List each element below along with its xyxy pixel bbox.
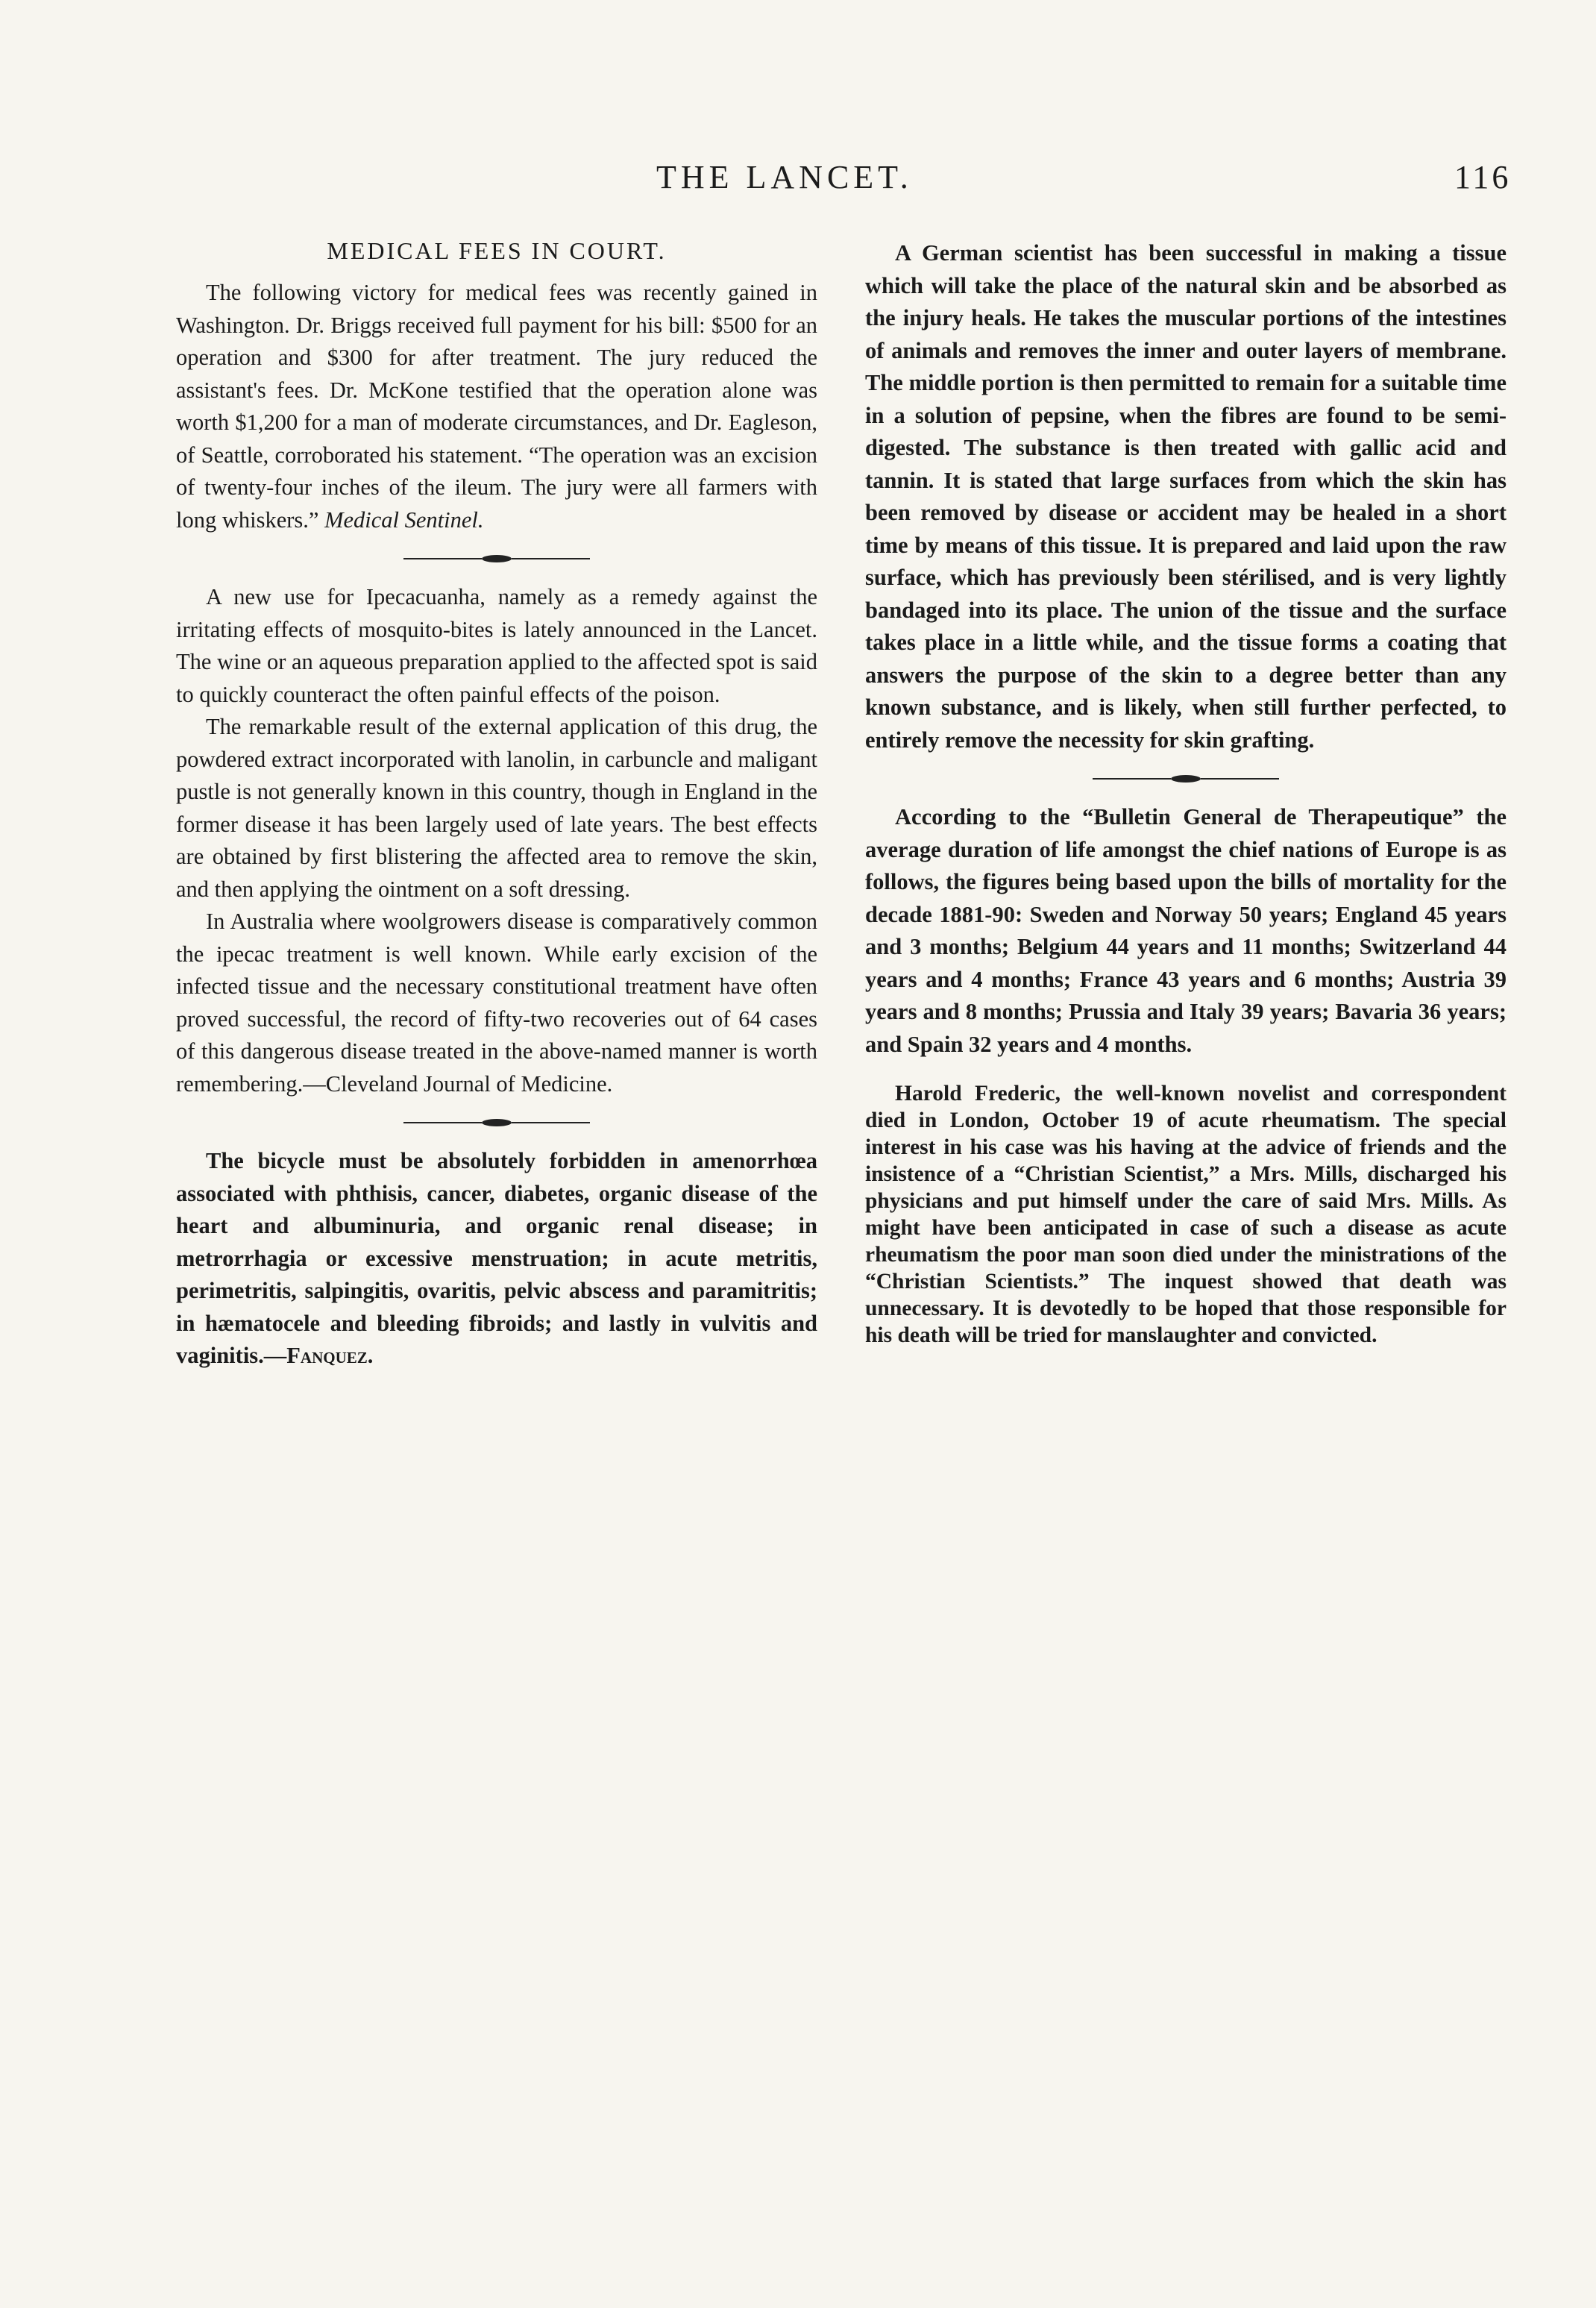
article-paragraph: The remarkable result of the external application of this drug, the powdered extract incorporated with lanolin, in carbuncle and maligant pustle is not generally known in this country, though in England in the former disease it has been largely used of late years. The best effects are obtained by first blistering the affected area to remove the skin, and then applying the ointment on a soft dressing. — [176, 714, 817, 902]
article-source: Medical Sentinel. — [324, 507, 484, 533]
left-column — [176, 237, 817, 1373]
article-body: The bicycle must be absolutely forbidden in amenorrhœa associated with phthisis, cancer, diabetes, organic disease of the heart and albuminuria, and organic renal disease; in metrorrhagia or excessive menstruation; in acute metritis, perimetritis, salpingitis, ovaritis, pelvic abscess and paramitritis; in hæmatocele and bleeding fibroids; and lastly in vulvitis and vaginitis.— — [176, 1148, 817, 1368]
page-number: 116 — [1454, 159, 1512, 195]
section-divider-ornament — [1093, 773, 1279, 785]
article-paragraph: In Australia where woolgrowers disease is comparatively common the ipecac treatment is well known. While early excision of the infected tissue and the necessary constitutional treatment have often proved successful, the record of fifty-two recoveries out of 64 cases of this dangerous disease treated in the above-named manner is worth remembering.—Cleveland Journal of Medicine. — [176, 909, 817, 1097]
article-paragraph — [176, 277, 817, 536]
article-source: Fanquez. — [286, 1343, 374, 1368]
article-paragraph — [176, 1145, 817, 1373]
running-head: THE LANCET. — [656, 159, 913, 195]
right-column — [865, 237, 1507, 1349]
section-divider-ornament — [403, 1117, 590, 1129]
section-divider-ornament — [403, 553, 590, 565]
article-paragraph: According to the “Bulletin General de Therapeutique” the average duration of life amongst the chief nations of Europe is as follows, the figures being based upon the bills of mortality for the decade 1881-90: Sweden and Norway 50 years; England 45 years and 3 months; Belgium 44 years and 11 months; Switzerland 44 years and 4 months; France 43 years and 6 months; Austria 39 years and 8 months; Prussia and Italy 39 years; Bavaria 36 years; and Spain 32 years and 4 months. — [865, 804, 1507, 1057]
article-title: MEDICAL FEES IN COURT. — [327, 237, 667, 264]
article-body: The following victory for medical fees was recently gained in Washington. Dr. Briggs received full payment for his bill: $500 for an operation and $300 for after treatment. The jury reduced the assistant's fees. Dr. McKone testified that the operation alone was worth $1,200 for a man of moderate circumstances, and Dr. Eagleson, of Seattle, corroborated his statement. “The operation was an excision of twenty-four inches of the ileum. The jury were all farmers with long whiskers.” — [176, 280, 817, 533]
article-paragraph: A German scientist has been successful in making a tissue which will take the place of the natural skin and be absorbed as the injury heals. He takes the muscular portions of the intestines of animals and removes the inner and outer layers of membrane. The middle portion is then permitted to remain for a suitable time in a solution of pepsine, when the fibres are found to be semi-digested. The substance is then treated with gallic acid and tannin. It is stated that large surfaces from which the skin has been removed by disease or accident may be healed in a short time by means of this tissue. It is prepared and laid upon the raw surface, which has previously been stérilised, and is very lightly bandaged into its place. The union of the tissue and the surface takes place in a little while, and the tissue forms a coating that answers the purpose of the skin to a degree better than any known substance, and is likely, when still further perfected, to entirely remove the necessity for skin grafting. — [865, 240, 1507, 753]
article-paragraph: A new use for Ipecacuanha, namely as a remedy against the irritating effects of mosquito-bites is lately announced in the Lancet. The wine or an aqueous preparation applied to the affected spot is said to quickly counteract the often painful effects of the poison. — [176, 584, 817, 707]
article-paragraph: Harold Frederic, the well-known novelist and correspondent died in London, October 19 of acute rheumatism. The special interest in his case was his having at the advice of friends and the insistence of a “Christian Scientist,” a Mrs. Mills, discharged his physicians and put himself under the care of said Mrs. Mills. As might have been anticipated in case of such a disease as acute rheumatism the poor man soon died under the ministrations of the “Christian Scientists.” The inquest showed that death was unnecessary. It is devotedly to be hoped that those responsible for his death will be tried for manslaughter and convicted. — [865, 1082, 1507, 1347]
